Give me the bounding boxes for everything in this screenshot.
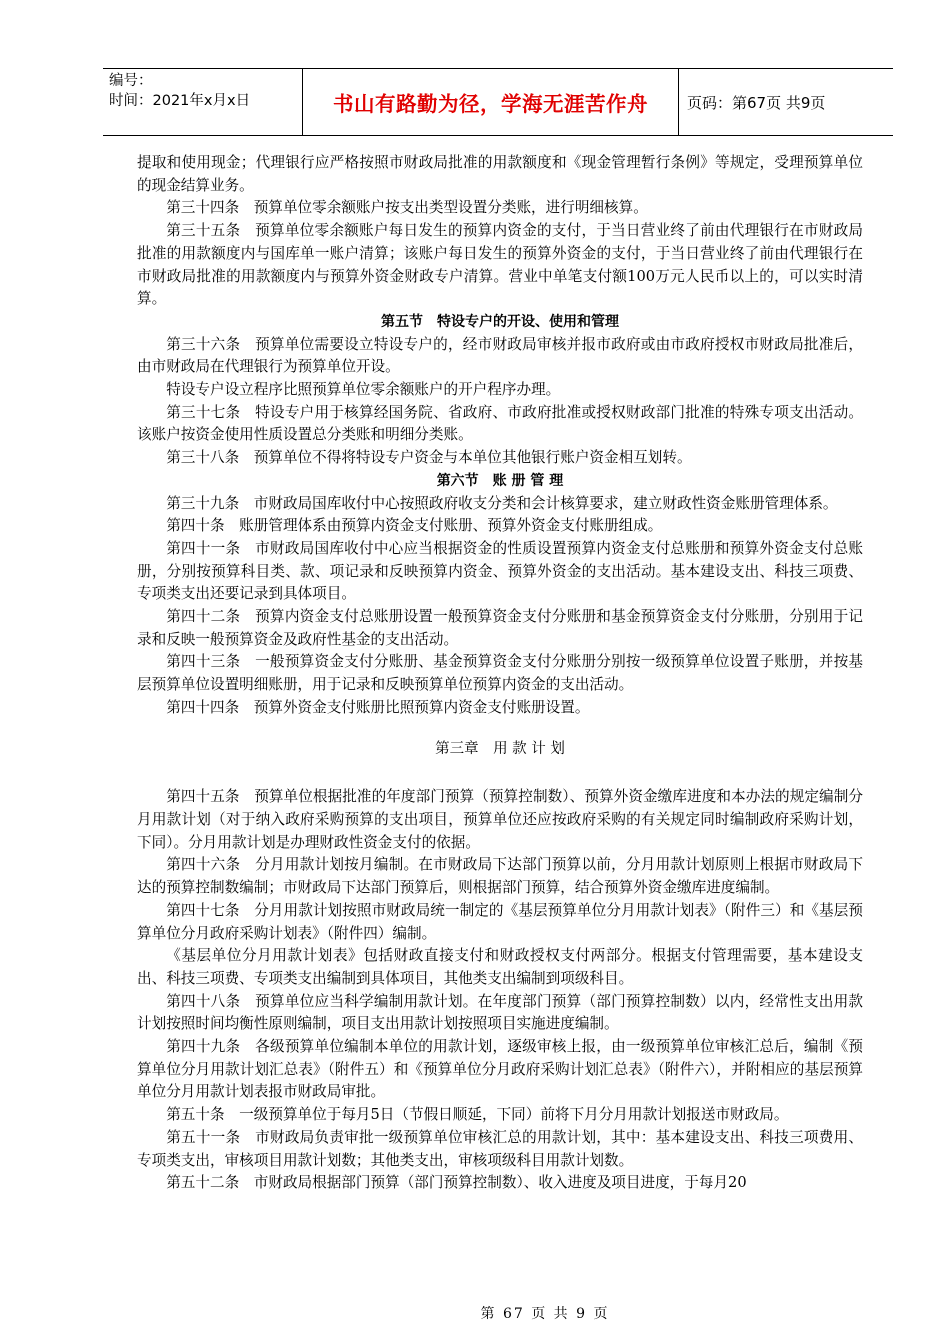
paragraph: 第五十一条 市财政局负责审批一级预算单位审核汇总的用款计划，其中：基本建设支出、科技三项费用、专项类支出，审核项目用款计划数；其他类支出，审核项级科目用款计划数。	[137, 1128, 863, 1169]
paragraph: 第四十六条 分月用款计划按月编制。在市财政局下达部门预算以前，分月用款计划原则上根据市财政局下达的预算控制数编制；市财政局下达部门预算后，则根据部门预算，结合预算外资金缴库进度编制。	[137, 856, 863, 897]
section-heading: 第六节 账 册 管 理	[436, 472, 564, 489]
paragraph: 第三十七条 特设专户用于核算经国务院、省政府、市政府批准或授权财政部门批准的特殊专项支出活动。该账户按资金使用性质设置总分类账和明细分类账。	[137, 403, 863, 444]
paragraph: 第四十二条 预算内资金支付总账册设置一般预算资金支付分账册和基金预算资金支付分账册，分别用于记录和反映一般预算资金及政府性基金的支出活动。	[137, 608, 863, 648]
paragraph: 提取和使用现金；代理银行应严格按照市财政局批准的用款额度和《现金管理暂行条例》等规定，受理预算单位的现金结算业务。	[137, 154, 863, 194]
paragraph: 第三十五条 预算单位零余额账户每日发生的预算内资金的支付，于当日营业终了前由代理银行在市财政局批准的用款额度内与国库单一账户清算；该账户每日发生的预算外资金的支付，于当日营业终了前由代理银行在市财政局批准的用款额度内与预算外资金财政专户清算。营业中单笔支付额100万元人民币以上的，可以实时清算。	[137, 222, 863, 308]
paragraph: 第三十四条 预算单位零余额账户按支出类型设置分类账，进行明细核算。	[166, 199, 648, 217]
paragraph: 第四十七条 分月用款计划按照市财政局统一制定的《基层预算单位分月用款计划表》（附件三）和《基层预算单位分月政府采购计划表》（附件四）编制。	[137, 901, 863, 942]
paragraph: 第五十二条 市财政局根据部门预算（部门预算控制数）、收入进度及项目进度，于每月20	[166, 1174, 747, 1192]
paragraph: 第四十四条 预算外资金支付账册比照预算内资金支付账册设置。	[166, 698, 590, 716]
document-body	[137, 152, 863, 1195]
paragraph: 第三十六条 预算单位需要设立特设专户的，经市财政局审核并报市政府或由市政府授权市财政局批准后，由市财政局在代理银行为预算单位开设。	[137, 335, 863, 376]
page-footer: 第 67 页 共 9 页	[480, 1306, 610, 1322]
paragraph: 第三十九条 市财政局国库收付中心按照政府收支分类和会计核算要求，建立财政性资金账册管理体系。	[166, 494, 838, 512]
paragraph: 第四十一条 市财政局国库收付中心应当根据资金的性质设置预算内资金支付总账册和预算外资金支付总账册，分别按预算科目类、款、项记录和反映预算内资金、预算外资金的支出活动。基本建设支出、科技三项费、专项类支出还要记录到具体项目。	[137, 539, 863, 603]
header-meta	[103, 69, 303, 135]
section-heading: 第五节 特设专户的开设、使用和管理	[381, 313, 619, 330]
page-header	[103, 68, 893, 136]
paragraph: 第三十八条 预算单位不得将特设专户资金与本单位其他银行账户资金相互划转。	[166, 449, 692, 467]
paragraph: 第四十条 账册管理体系由预算内资金支付账册、预算外资金支付账册组成。	[166, 517, 663, 535]
paragraph: 第四十九条 各级预算单位编制本单位的用款计划，逐级审核上报，由一级预算单位审核汇总后，编制《预算单位分月用款计划汇总表》（附件五）和《预算单位分月政府采购计划汇总表》（附件六），并附相应的基层预算单位分月用款计划表报市财政局审批。	[137, 1038, 863, 1101]
paragraph: 《基层单位分月用款计划表》包括财政直接支付和财政授权支付两部分。根据支付管理需要，基本建设支出、科技三项费、专项类支出编制到具体项目，其他类支出编制到项级科目。	[137, 947, 863, 987]
paragraph: 第四十五条 预算单位根据批准的年度部门预算（预算控制数）、预算外资金缴库进度和本办法的规定编制分月用款计划（对于纳入政府采购预算的支出项目，预算单位还应按政府采购的有关规定同时编制政府采购计划，下同）。分月用款计划是办理财政性资金支付的依据。	[137, 788, 863, 851]
paragraph: 第四十八条 预算单位应当科学编制用款计划。在年度部门预算（部门预算控制数）以内，经常性支出用款计划按照时间均衡性原则编制，项目支出用款计划按照项目实施进度编制。	[137, 992, 863, 1033]
header-motto: 书山有路勤为径，学海无涯苦作舟	[303, 69, 679, 135]
paragraph: 特设专户设立程序比照预算单位零余额账户的开户程序办理。	[166, 381, 561, 399]
header-page-number: 页码：第67页 共9页	[687, 93, 826, 112]
document-number-label: 编号：	[109, 73, 153, 89]
paragraph: 第五十条 一级预算单位于每月5日（节假日顺延，下同）前将下月分月用款计划报送市财政局。	[166, 1106, 789, 1124]
chapter-heading: 第三章 用 款 计 划	[435, 740, 565, 757]
paragraph: 第四十三条 一般预算资金支付分账册、基金预算资金支付分账册分别按一级预算单位设置子账册，并按基层预算单位设置明细账册，用于记录和反映预算单位预算内资金的支出活动。	[137, 653, 863, 694]
document-date-label: 时间：2021年x月x日	[109, 93, 251, 109]
